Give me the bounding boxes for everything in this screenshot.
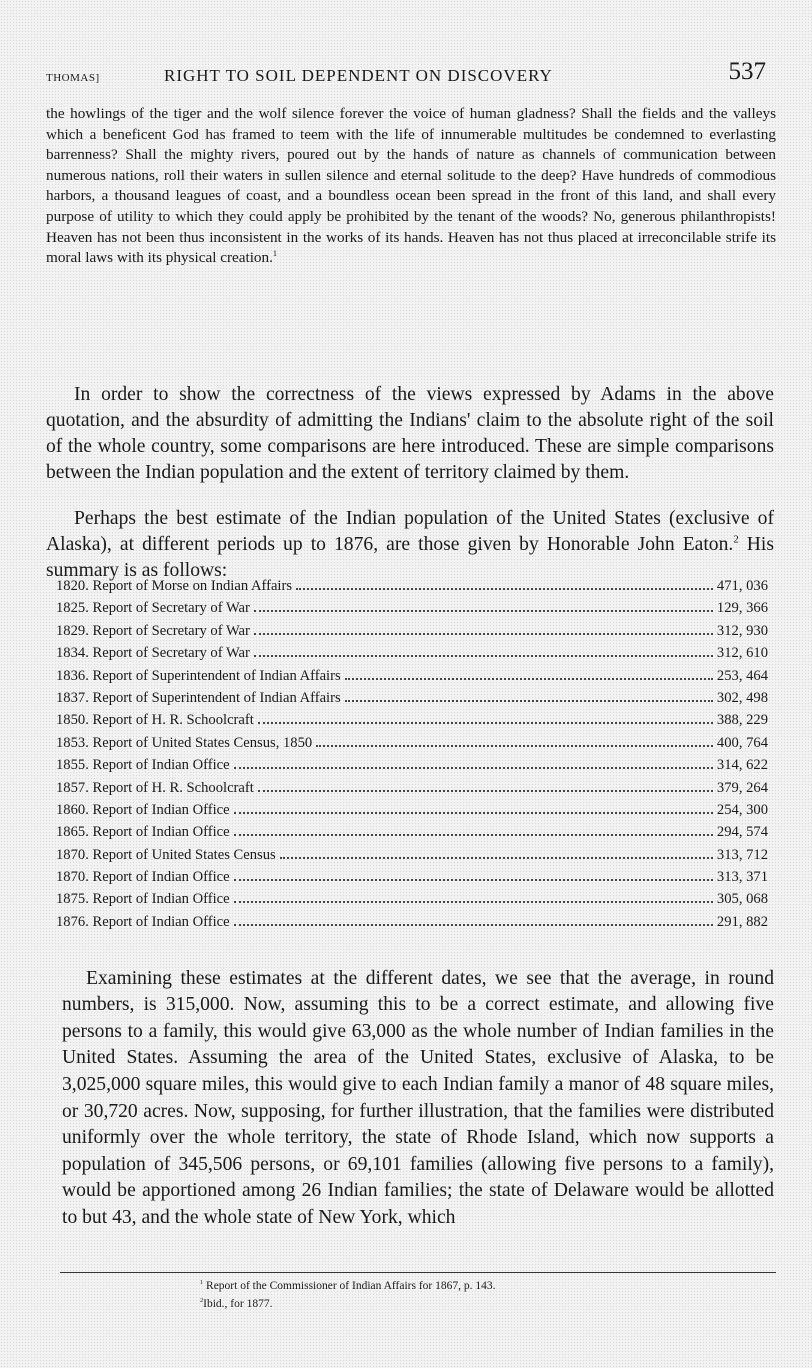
list-item — [56, 735, 768, 757]
estimate-source: 1836. Report of Superintendent of Indian Affairs — [56, 667, 341, 684]
estimate-value: 471, 036 — [716, 578, 768, 594]
list-item — [56, 824, 768, 846]
estimate-source: 1860. Report of Indian Office — [56, 801, 230, 818]
estimate-value: 305, 068 — [716, 891, 768, 908]
leader-dots — [258, 789, 713, 792]
paragraph-examining-estimates: Examining these estimates at the different dates, we see that the average, in round numbers, is 315,000. Now, assuming this to be a correct estimate, and allowing five persons to a family, this would give 63,000 as the whole number of Indian families in the United States. Assuming the area of the United States, exclusive of Alaska, to be 3,025,000 square miles, this would give to each Indian family a manor of 48 square miles, or 30,720 acres. Now, supposing, for further illustration, that the families were distributed uniformly over the whole territory, the state of Rhode Island, which now supports a population of 345,506 persons, or 69,101 families (allowing five persons to a family), would be apportioned among 26 Indian families; the state of Delaware would be allotted to but 43, and the whole state of New York, which — [62, 967, 774, 1228]
list-item — [56, 891, 768, 913]
footnote-text: Report of the Commissioner of Indian Affairs for 1867, p. 143. — [206, 1280, 496, 1292]
estimate-value: 313, 371 — [716, 869, 768, 886]
estimate-value: 254, 300 — [716, 801, 768, 818]
list-item — [56, 690, 768, 712]
estimate-value: 302, 498 — [716, 689, 768, 706]
leader-dots — [345, 677, 713, 680]
estimate-source: 1865. Report of Indian Office — [56, 824, 230, 841]
body-text-bottom — [62, 946, 774, 1251]
footnote-mark: 2 — [733, 533, 739, 546]
list-item — [56, 645, 768, 667]
paragraph-correctness: In order to show the correctness of the views expressed by Adams in the above quotation, and the absurdity of admitting the Indians' claim to the absolute right of the soil of the whole country, some comparisons are here introduced. These are simple comparisons between the Indian population and the extent of territory claimed by them. — [46, 383, 774, 484]
estimate-source: 1853. Report of United States Census, 1850 — [56, 734, 313, 751]
estimate-value: 388, 229 — [716, 712, 768, 729]
list-item — [56, 712, 768, 734]
list-item — [56, 578, 768, 600]
list-item — [56, 869, 768, 891]
leader-dots — [234, 833, 713, 836]
leader-dots — [234, 811, 713, 814]
list-item — [56, 780, 768, 802]
estimate-source: 1870. Report of United States Census — [56, 846, 276, 863]
list-item — [56, 623, 768, 645]
estimate-value: 129, 366 — [716, 600, 768, 617]
leader-dots — [316, 744, 713, 747]
estimate-source: 1875. Report of Indian Office — [56, 891, 230, 908]
body-text-top — [46, 362, 774, 604]
leader-dots — [258, 721, 713, 724]
estimate-source: 1829. Report of Secretary of War — [56, 622, 250, 639]
leader-dots — [254, 654, 713, 657]
estimate-value: 312, 610 — [716, 645, 768, 662]
list-item — [56, 757, 768, 779]
leader-dots — [296, 587, 713, 590]
block-quotation — [46, 104, 776, 269]
estimate-source: 1834. Report of Secretary of War — [56, 645, 250, 662]
estimate-value: 313, 712 — [716, 846, 768, 863]
leader-dots — [345, 699, 713, 702]
footnote-mark: 2 — [200, 1297, 204, 1305]
population-estimates-list — [56, 578, 768, 936]
footnote-mark: 1 — [200, 1279, 204, 1287]
estimate-value: 291, 882 — [716, 913, 768, 930]
running-head-author: THOMAS] — [46, 72, 100, 84]
estimate-value: 400, 764 — [716, 734, 768, 751]
list-item — [56, 802, 768, 824]
footnote-2 — [200, 1295, 496, 1313]
estimate-value: 312, 930 — [716, 622, 768, 639]
estimate-intro-text: Perhaps the best estimate of the Indian population of the United States (exclusive of Alaska), at different periods up to 1876, are those given by Honorable John Eaton. — [46, 508, 774, 556]
running-head-title: RIGHT TO SOIL DEPENDENT ON DISCOVERY — [164, 66, 553, 85]
estimate-source: 1825. Report of Secretary of War — [56, 600, 250, 617]
page-header — [46, 58, 776, 92]
estimate-value: 379, 264 — [716, 779, 768, 796]
leader-dots — [280, 856, 713, 859]
leader-dots — [234, 878, 713, 881]
quotation-text: the howlings of the tiger and the wolf silence forever the voice of human gladness? Shall the fields and the valleys which a beneficent God has framed to teem with the life of innumerable multitudes be condemned to everlasting barrenness? Shall the mighty rivers, poured out by the hands of nature as channels of communication between numerous nations, roll their waters in sullen silence and eternal solitude to the deep? Have hundreds of commodious harbors, a thousand leagues of coast, and a boundless ocean been spread in the front of this land, and shall every purpose of utility to which they could apply be prohibited by the tenant of the woods? No, generous philanthropists! Heaven has not been thus inconsistent in the works of its hands. Heaven has not thus placed at irreconcilable strife its moral laws with its physical creation. — [46, 105, 776, 267]
leader-dots — [234, 900, 713, 903]
estimate-intro-tail: His summary is as follows: — [46, 534, 774, 582]
footnote-rule — [60, 1272, 776, 1273]
page-number: 537 — [728, 58, 766, 85]
estimate-value: 294, 574 — [716, 824, 768, 841]
estimate-source: 1837. Report of Superintendent of Indian Affairs — [56, 689, 341, 706]
paragraph-estimate-intro — [46, 506, 774, 585]
leader-dots — [254, 609, 713, 612]
estimate-source: 1870. Report of Indian Office — [56, 869, 230, 886]
estimate-value: 314, 622 — [716, 757, 768, 774]
estimate-source: 1876. Report of Indian Office — [56, 913, 230, 930]
leader-dots — [254, 632, 713, 635]
list-item — [56, 914, 768, 936]
footnote-1 — [200, 1277, 496, 1295]
estimate-source: 1857. Report of H. R. Schoolcraft — [56, 779, 254, 796]
quotation-paragraph — [46, 104, 776, 269]
estimate-value: 253, 464 — [716, 667, 768, 684]
leader-dots — [234, 766, 713, 769]
footnote-text: Ibid., for 1877. — [203, 1298, 273, 1310]
footnote-mark: 1 — [272, 249, 278, 259]
list-item — [56, 600, 768, 622]
list-item — [56, 668, 768, 690]
leader-dots — [234, 923, 713, 926]
footnotes — [200, 1277, 496, 1313]
estimate-source: 1820. Report of Morse on Indian Affairs — [56, 578, 293, 594]
estimate-source: 1855. Report of Indian Office — [56, 757, 230, 774]
list-item — [56, 847, 768, 869]
estimate-source: 1850. Report of H. R. Schoolcraft — [56, 712, 254, 729]
